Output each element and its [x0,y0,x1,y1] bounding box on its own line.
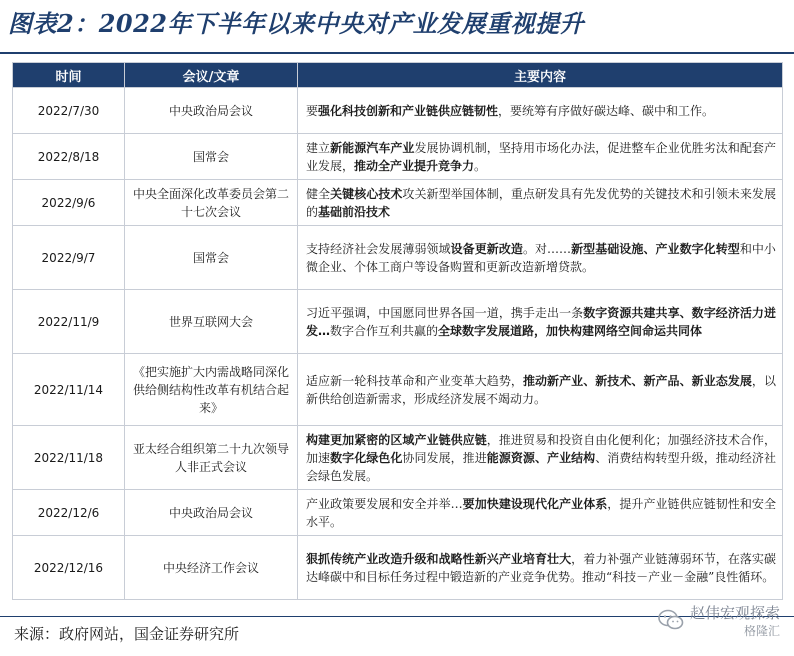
content-text: ，要统筹有序做好碳达峰、碳中和工作。 [498,103,715,118]
cell-content [298,490,783,536]
watermark-sub: 格隆汇 [743,624,780,638]
table-row [13,426,783,490]
content-emphasis: 基础前沿技术 [318,204,391,219]
content-text: 攻关新型举国体制，重点研发具有先发优势的关键技术和引领未来发展的 [306,186,776,219]
cell-content [298,536,783,600]
content-emphasis: 推动全产业提升竞争力 [354,158,475,173]
cell-meeting: 中央经济工作会议 [125,536,298,600]
content-text: ，推进贸易和投资自由化便利化；加强经济技术合作，加速 [306,432,776,465]
content-emphasis: 全球数字发展道路，加快构建网络空间命运共同体 [438,323,703,338]
content-emphasis: 能源资源、产业结构 [486,450,596,465]
cell-date: 2022/11/14 [13,354,125,426]
content-text: 数字合作互利共赢的 [330,323,439,338]
cell-date: 2022/8/18 [13,134,125,180]
figure-title: 图表2：2022年下半年以来中央对产业发展重视提升 [8,9,584,38]
cell-date: 2022/12/16 [13,536,125,600]
content-text: 习近平强调，中国愿同世界各国一道，携手走出一条 [306,305,584,320]
cell-date: 2022/11/18 [13,426,125,490]
table-row [13,290,783,354]
content-text: 建立 [306,140,331,155]
content-text: 和中小微企业、个体工商户等设备购置和更新改造新增贷款。 [306,241,776,274]
cell-meeting: 世界互联网大会 [125,290,298,354]
wechat-icon [658,609,684,635]
cell-date: 2022/11/9 [13,290,125,354]
table-header-row [13,63,783,88]
header-content: 主要内容 [298,63,783,88]
content-emphasis: 构建更加紧密的区域产业链供应链 [306,432,487,447]
title-divider [0,52,794,54]
cell-meeting: 国常会 [125,134,298,180]
content-emphasis: 设备更新改造 [450,241,523,256]
cell-content [298,290,783,354]
content-text: ，以新供给创造新需求，形成经济发展不竭动力。 [306,373,776,406]
cell-meeting: 中央政治局会议 [125,490,298,536]
content-text: 协同发展，推进 [402,450,487,465]
cell-meeting: 亚太经合组织第二十九次领导人非正式会议 [125,426,298,490]
table-row [13,180,783,226]
content-text: ，着力补强产业链薄弱环节，在落实碳达峰碳中和目标任务过程中锻造新的产业竞争优势。推动“科技－产业－金融”良性循环。 [306,551,776,584]
content-emphasis: 推动新产业、新技术、新产品、新业态发展 [522,373,752,388]
table-row [13,226,783,290]
table-row [13,354,783,426]
table-row [13,88,783,134]
cell-date: 2022/7/30 [13,88,125,134]
content-text: 、消费结构转型升级，推动经济社会绿色发展。 [306,450,776,483]
cell-content [298,180,783,226]
content-text: ，提升产业链供应链韧性和安全水平。 [306,496,776,529]
cell-date: 2022/9/7 [13,226,125,290]
content-text: 发展协调机制，坚持用市场化办法，促进整车企业优胜劣汰和配套产业发展， [306,140,776,173]
content-text: 支持经济社会发展薄弱领域 [306,241,451,256]
cell-meeting: 《把实施扩大内需战略同深化供给侧结构性改革有机结合起来》 [125,354,298,426]
cell-date: 2022/9/6 [13,180,125,226]
watermark [658,604,780,640]
cell-content [298,426,783,490]
cell-content [298,134,783,180]
table-row [13,536,783,600]
table-body [13,88,783,600]
cell-content [298,88,783,134]
policy-table [12,62,783,600]
cell-meeting: 中央全面深化改革委员会第二十七次会议 [125,180,298,226]
header-meeting: 会议/文章 [125,63,298,88]
content-emphasis: 新型基础设施、产业数字化转型 [571,241,740,256]
table-row [13,134,783,180]
cell-content [298,354,783,426]
content-emphasis: 新能源汽车产业 [330,140,415,155]
content-emphasis: 强化科技创新和产业链供应链韧性 [318,103,499,118]
content-text: 。 [474,158,487,173]
content-text: 健全 [306,186,331,201]
content-text: 适应新一轮科技革命和产业变革大趋势， [306,373,523,388]
content-text: 要 [306,103,319,118]
header-date: 时间 [13,63,125,88]
cell-meeting: 国常会 [125,226,298,290]
cell-meeting: 中央政治局会议 [125,88,298,134]
content-emphasis: 关键核心技术 [330,186,403,201]
table-row [13,490,783,536]
content-text: 。对…… [522,241,572,256]
cell-content [298,226,783,290]
content-emphasis: 狠抓传统产业改造升级和战略性新兴产业培育壮大 [306,551,572,566]
watermark-text: 赵伟宏观探索 [689,604,780,622]
content-emphasis: 要加快建设现代化产业体系 [462,496,608,511]
cell-date: 2022/12/6 [13,490,125,536]
source-note: 来源：政府网站，国金证券研究所 [14,625,240,643]
content-emphasis: 数字资源共建共享、数字经济活力迸发… [306,305,776,338]
content-text: 产业政策要发展和安全并举… [306,496,463,511]
content-emphasis: 数字化绿色化 [330,450,403,465]
